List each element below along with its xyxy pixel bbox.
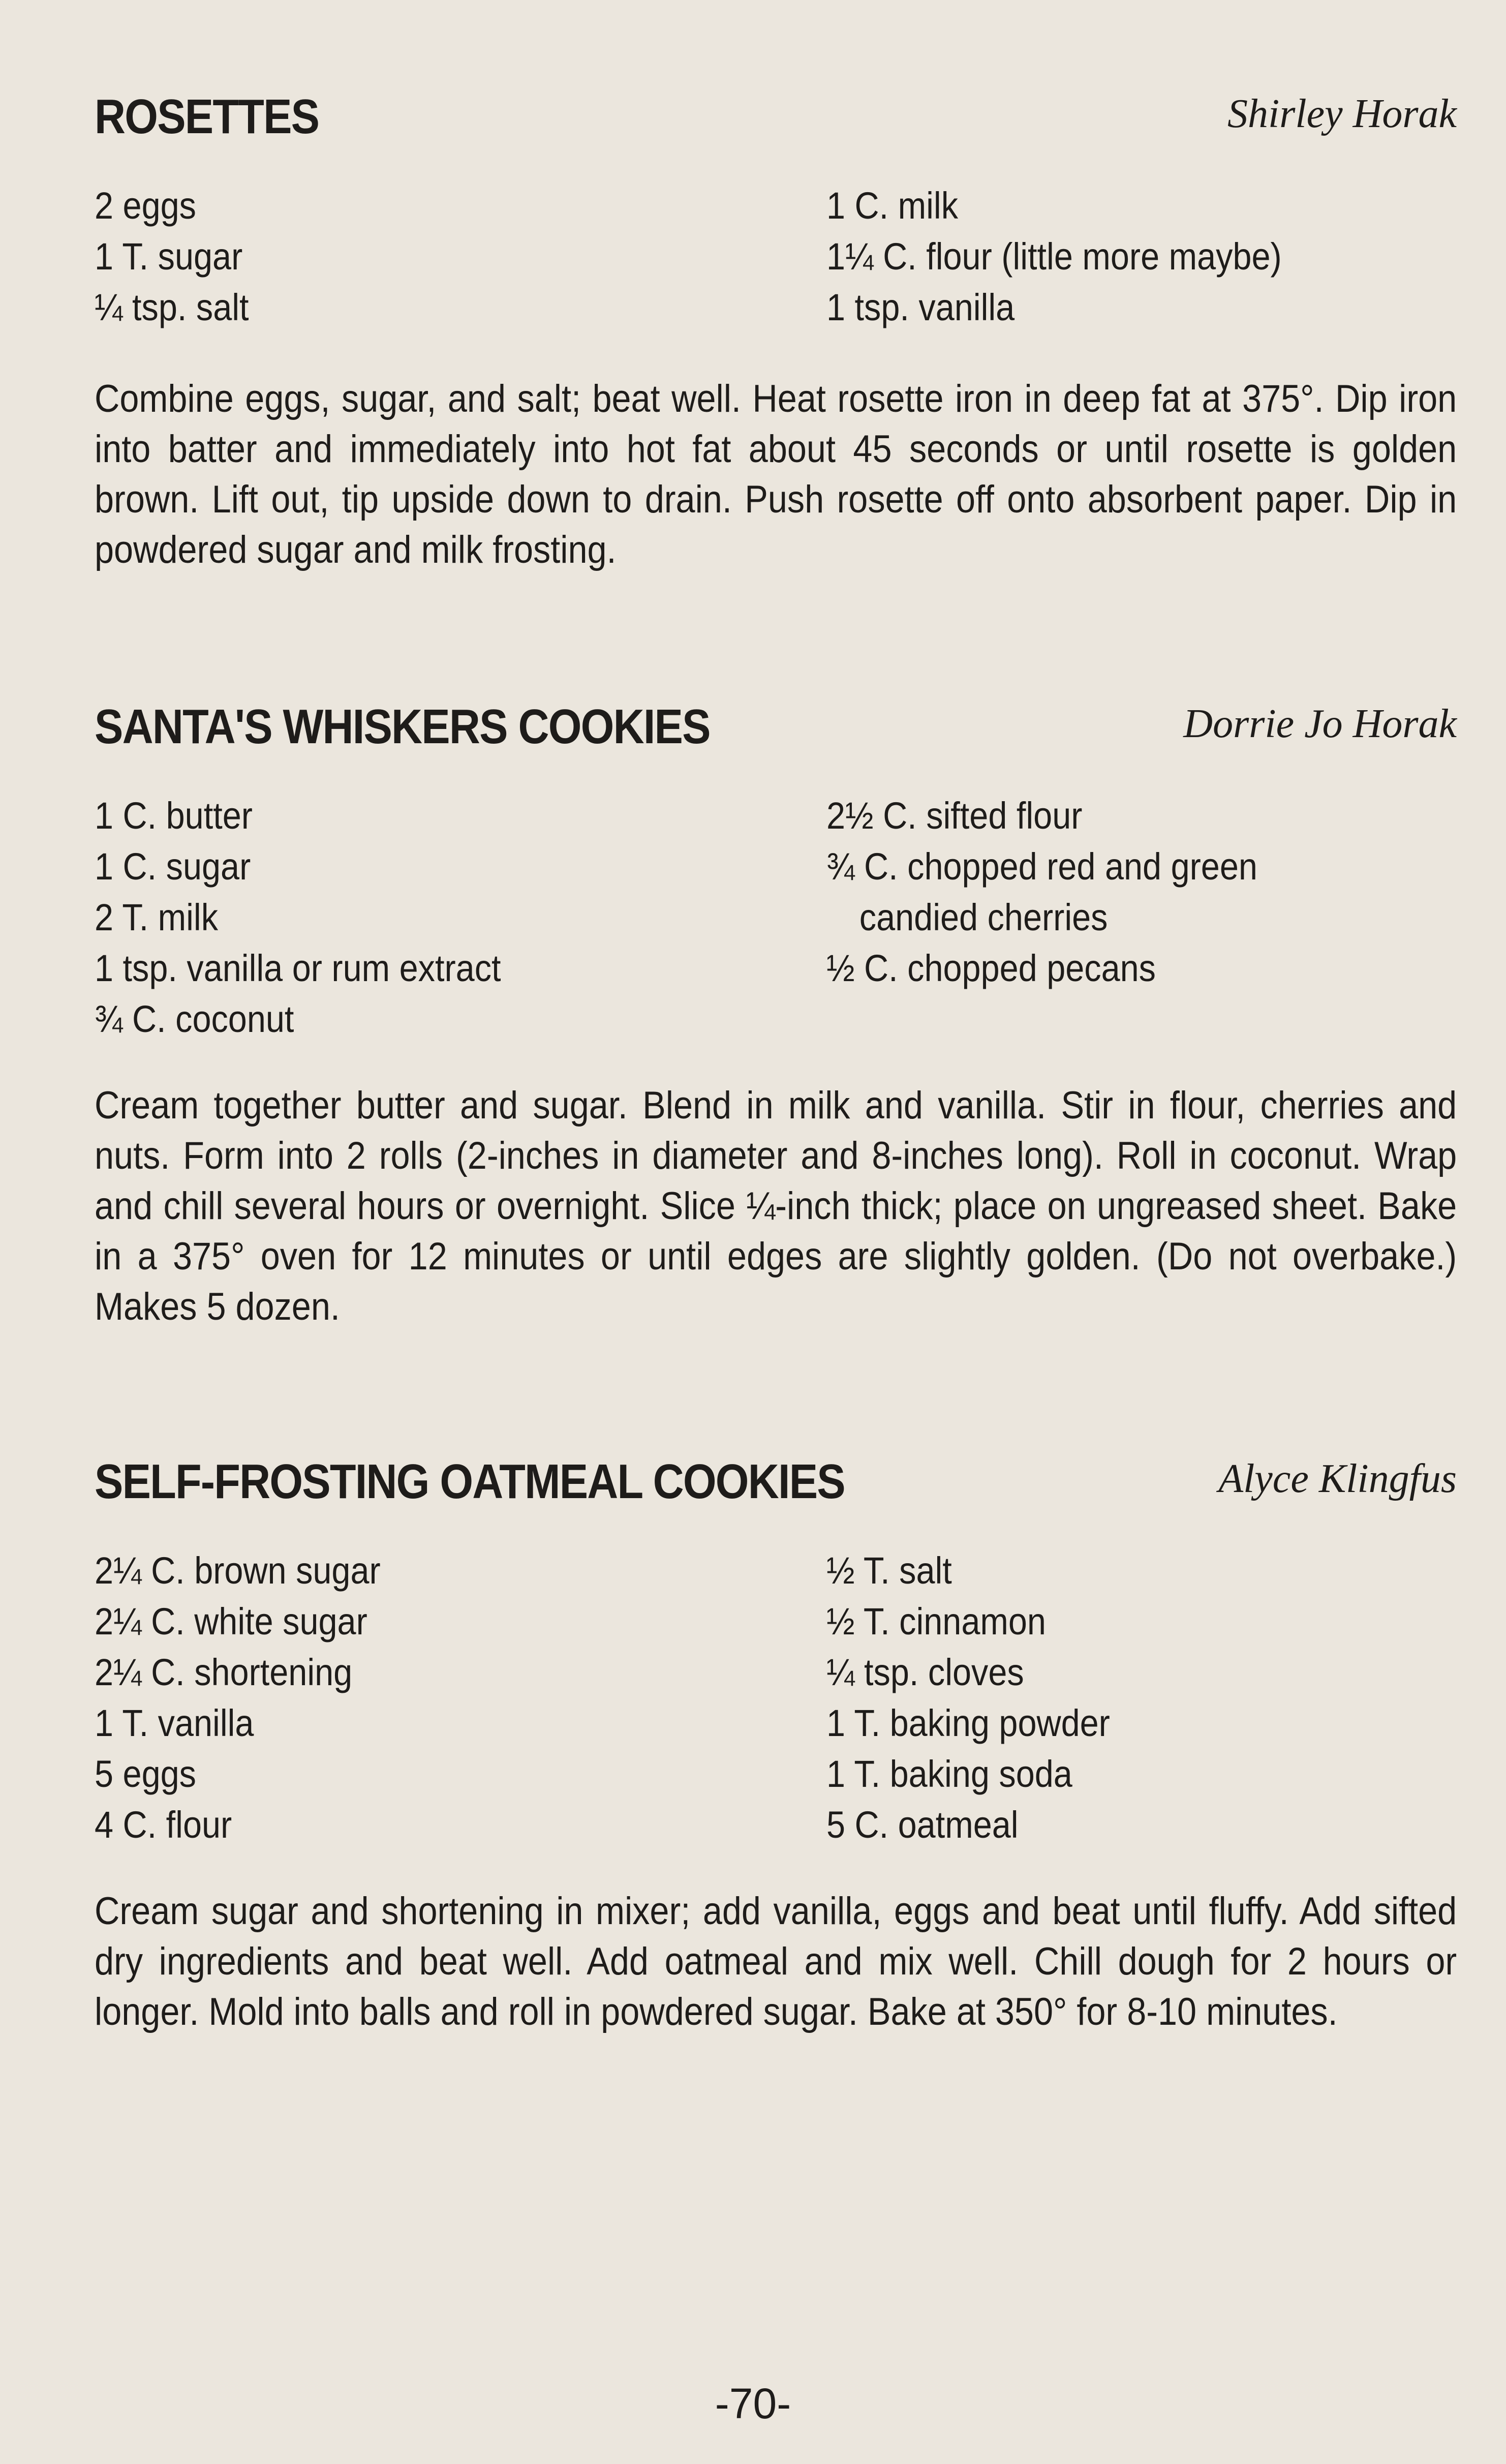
ingredient: 1 C. sugar <box>95 845 251 888</box>
recipe-directions <box>95 1886 1457 2037</box>
ingredient-column-right <box>826 180 1457 333</box>
ingredient-column-left <box>95 790 826 1045</box>
directions-text: Cream sugar and shortening in mixer; add vanilla, eggs and beat until fluffy. Add sifted dry ingredients and beat well. Add oatmeal and mix well. Chill dough for 2 hours or longer. Mold into balls and roll in powdered sugar. Bake at 350° for 8-10 minutes. <box>95 1890 1457 2033</box>
recipe-header <box>95 1454 1457 1515</box>
ingredient: ½ C. chopped pecans <box>826 947 1156 989</box>
ingredient: ¾ C. coconut <box>95 998 294 1040</box>
ingredient-column-right <box>826 1545 1457 1850</box>
ingredient: 1 tsp. vanilla <box>826 286 1015 328</box>
recipe-header <box>95 699 1457 760</box>
ingredient: ¼ tsp. cloves <box>826 1651 1024 1693</box>
ingredient: 1¼ C. flour (little more maybe) <box>826 235 1282 278</box>
recipe-santas-whiskers-cookies <box>95 699 1457 1332</box>
ingredient: 1 tsp. vanilla or rum extract <box>95 947 501 989</box>
ingredient: 1 C. milk <box>826 185 959 227</box>
ingredient-list <box>95 790 1457 1045</box>
ingredient: 2¼ C. shortening <box>95 1651 353 1693</box>
recipe-directions <box>95 374 1457 575</box>
directions-text: Combine eggs, sugar, and salt; beat well. Heat rosette iron in deep fat at 375°. Dip iron into batter and immediately into hot fat about 45 seconds or until rosette is golden brown. Lift out, tip upside down to drain. Push rosette off onto absorbent paper. Dip in powdered sugar and milk frosting. <box>95 377 1457 571</box>
ingredient-list <box>95 1545 1457 1850</box>
recipe-title: SELF-FROSTING OATMEAL COOKIES <box>95 1454 845 1509</box>
ingredient-column-left <box>95 1545 826 1850</box>
ingredient: 2 T. milk <box>95 896 219 938</box>
ingredient: 5 eggs <box>95 1753 196 1795</box>
recipe-author: Shirley Horak <box>1227 92 1457 136</box>
ingredient: 2 eggs <box>95 185 196 227</box>
ingredient: 1 C. butter <box>95 795 253 837</box>
recipe-rosettes <box>95 89 1457 575</box>
recipe-title: ROSETTES <box>95 89 319 144</box>
ingredient: 2¼ C. white sugar <box>95 1600 367 1642</box>
ingredient-list <box>95 180 1457 333</box>
recipe-self-frosting-oatmeal-cookies <box>95 1454 1457 2037</box>
ingredient-column-left <box>95 180 826 333</box>
recipe-directions <box>95 1080 1457 1332</box>
ingredient: 1 T. baking soda <box>826 1753 1072 1795</box>
ingredient: 4 C. flour <box>95 1804 232 1846</box>
recipe-header <box>95 89 1457 150</box>
ingredient: ¼ tsp. salt <box>95 286 249 328</box>
ingredient-column-right <box>826 790 1457 1045</box>
recipe-author: Dorrie Jo Horak <box>1183 702 1457 746</box>
ingredient-continued: candied cherries <box>859 896 1108 938</box>
recipe-author: Alyce Klingfus <box>1218 1456 1457 1501</box>
ingredient: 5 C. oatmeal <box>826 1804 1019 1846</box>
ingredient: ½ T. salt <box>826 1549 952 1592</box>
ingredient: 2¼ C. brown sugar <box>95 1549 381 1592</box>
ingredient: ¾ C. chopped red and green <box>826 845 1257 888</box>
page-number: -70- <box>715 2380 791 2427</box>
ingredient: ½ T. cinnamon <box>826 1600 1046 1642</box>
ingredient: 2½ C. sifted flour <box>826 795 1083 837</box>
ingredient: 1 T. sugar <box>95 235 243 278</box>
recipe-title: SANTA'S WHISKERS COOKIES <box>95 699 710 754</box>
ingredient: 1 T. baking powder <box>826 1702 1110 1744</box>
ingredient: 1 T. vanilla <box>95 1702 254 1744</box>
directions-text: Cream together butter and sugar. Blend in milk and vanilla. Stir in flour, cherries and nuts. Form into 2 rolls (2-inches in diameter and 8-inches long). Roll in coconut. Wrap and chill several hours or overnight. Slice ¼-inch thick; place on ungreased sheet. Bake in a 375° oven for 12 minutes or until edges are slightly golden. (Do not overbake.) Makes 5 dozen. <box>95 1084 1457 1328</box>
